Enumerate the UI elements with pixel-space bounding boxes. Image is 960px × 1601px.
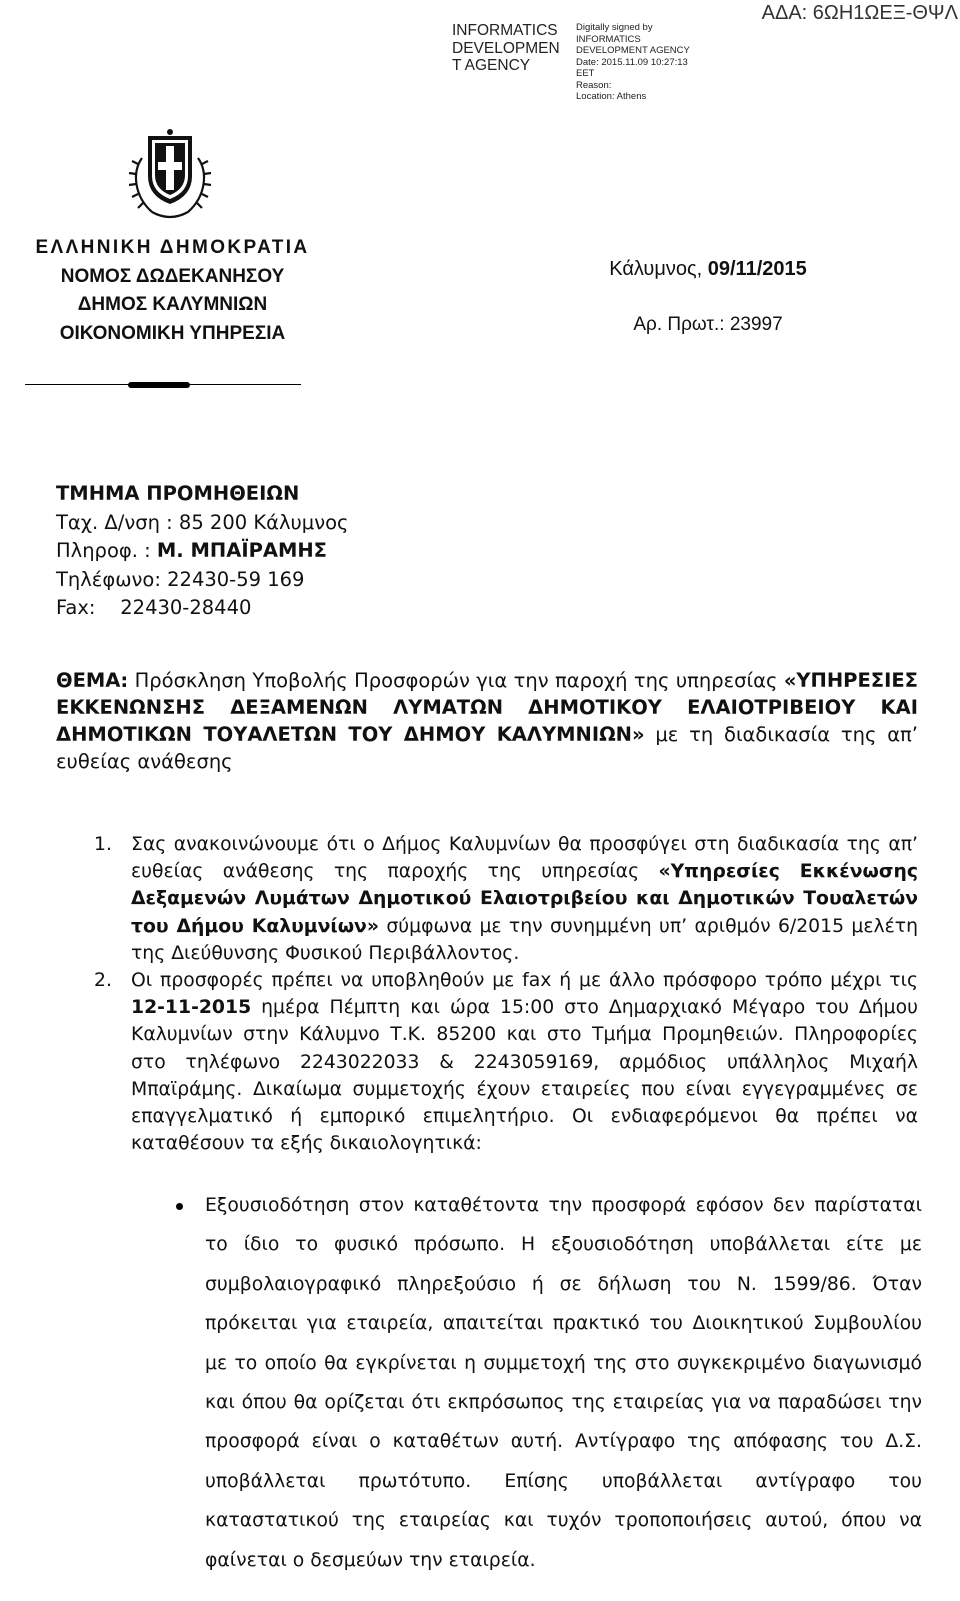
subject-text-start: Πρόσκληση Υποβολής Προσφορών για την παροχή της υπηρεσίας [128,669,784,692]
item-number: 2. [94,970,112,992]
ada-code: ΑΔΑ: 6ΩΗ1ΩΕΞ-ΘΨΛ [761,2,958,24]
greek-emblem-icon [122,124,218,226]
date: 09/11/2015 [707,258,807,280]
item-bold-text: «Υπηρεσίες Εκκένωσης Δεξαμενών Λυμάτων Δημοτικού Ελαιοτριβείου και Δημοτικών Τουαλετών του Δήμου Καλυμνίων» [131,861,918,937]
signature-details: Digitally signed by INFORMATICS DEVELOPMENT AGENCY Date: 2015.11.09 10:27:13 EET Reason: Location: Athens [576,22,690,102]
item-number: 1. [94,834,112,855]
contact-label: Πληροφ. : [56,539,157,562]
signature-agency-name: INFORMATICS DEVELOPMEN T AGENCY [452,22,560,74]
bullet-list [160,1186,922,1580]
item-text-end: σύμφωνα με την συνημμένη υπ’ αριθμόν 6/2015 μελέτη της Διεύθυνσης Φυσικού Περιβάλλοντος. [131,915,918,964]
department-phone: Τηλέφωνο: 22430-59 169 [56,567,305,591]
list-item [94,831,918,967]
numbered-list [94,831,918,1157]
department-fax: Fax: 22430-28440 [56,596,252,619]
item-text: Σας ανακοινώνουμε ότι ο Δήμος Καλυμνίων θα προσφύγει στη διαδικασία της απ’ ευθείας ανάθεσης της παροχής της υπηρεσίας [131,834,918,883]
contact-name: Μ. ΜΠΑΪΡΑΜΗΣ [156,539,328,562]
bullet-text: Εξουσιοδότηση στον καταθέτοντα την προσφορά εφόσον δεν παρίσταται το ίδιο το φυσικό πρόσωπο. Η εξουσιοδότηση υποβάλλεται είτε με συμβολαιογραφικό πληρεξούσιο ή σε δήλωση του Ν. 1599/86. Όταν πρόκειται για εταιρεία, απαιτείται πρακτικό του Διοικητικού Συμβουλίου με το οποίο θα εγκρίνεται η συμμετοχή της στο συγκεκριμένο διαγωνισμό και όπου θα ορίζεται ότι εκπρόσωπος της εταιρείας για να παραδώσει την προσφορά είναι ο καταθέτων αυτή. Αντίγραφο της απόφασης του Δ.Σ. υποβάλλεται πρωτότυπο. Επίσης υποβάλλεται αντίγραφο του καταστατικού της εταιρείας και τυχόν τροποποιήσεις αυτού, όπου να φαίνεται ο δεσμεύων την εταιρεία. [205,1195,922,1571]
header-line-service: ΟΙΚΟΝΟΜΙΚΗ ΥΠΗΡΕΣΙΑ [59,322,286,344]
protocol-number: Αρ. Πρωτ.: 23997 [633,314,783,335]
list-item [94,967,918,1157]
item-text-end: ημέρα Πέμπτη και ώρα 15:00 στο Δημαρχιακό Μέγαρο του Δήμου Καλυμνίων στην Κάλυμνο Τ.Κ. 85200 και στο Τμήμα Προμηθειών. Πληροφορίες στο τηλέφωνο 2243022033 & 2243059169, αρμόδιος υπάλληλος Μιχαήλ Μπαϊράμης. Δικαίωμα συμμετοχής έχουν εταιρείες που είναι εγγεγραμμένες σε επαγγελματικό ή εμπορικό επιμελητήριο. Οι ενδιαφερόμενοι θα πρέπει να καταθέσουν τα εξής δικαιολογητικά: [131,997,918,1155]
header-line-prefecture: ΝΟΜΟΣ ΔΩΔΕΚΑΝΗΣΟΥ [60,265,285,287]
department-info [56,480,576,623]
bullet-item [160,1186,922,1580]
subject-label: ΘΕΜΑ: [56,669,129,692]
item-bold-date: 12-11-2015 [131,997,252,1019]
item-text: Οι προσφορές πρέπει να υποβληθούν με fax ή με άλλο πρόσφορο τρόπο μέχρι τις [131,970,918,992]
subject-service-title: «ΥΠΗΡΕΣΙΕΣ ΕΚΚΕΝΩΝΣΗΣ ΔΕΞΑΜΕΝΩΝ ΛΥΜΑΤΩΝ ΔΗΜΟΤΙΚΟΥ ΕΛΑΙΟΤΡΙΒΕΙΟΥ ΚΑΙ ΔΗΜΟΤΙΚΩΝ ΤΟΥΑΛΕΤΩΝ ΤΟΥ ΔΗΜΟΥ ΚΑΛΥΜΝΙΩΝ» [56,669,918,746]
department-contact [56,537,576,566]
department-address: Ταχ. Δ/νση : 85 200 Κάλυμνος [56,510,349,534]
header-line-municipality: ΔΗΜΟΣ ΚΑΛΥΜΝΙΩΝ [77,294,268,315]
separator-mark [128,382,190,388]
subject-text-end: με τη διαδικασία της απ’ ευθείας ανάθεσης [56,723,918,773]
place-date [560,258,856,281]
bullet-icon [176,1203,183,1210]
header-line-country: ΕΛΛΗΝΙΚΗ ΔΗΜΟΚΡΑΤΙΑ [35,237,310,258]
issuer-header [0,234,345,348]
department-title: ΤΜΗΜΑ ΠΡΟΜΗΘΕΙΩΝ [56,482,300,505]
place: Κάλυμνος, [609,258,708,280]
subject [56,667,918,775]
